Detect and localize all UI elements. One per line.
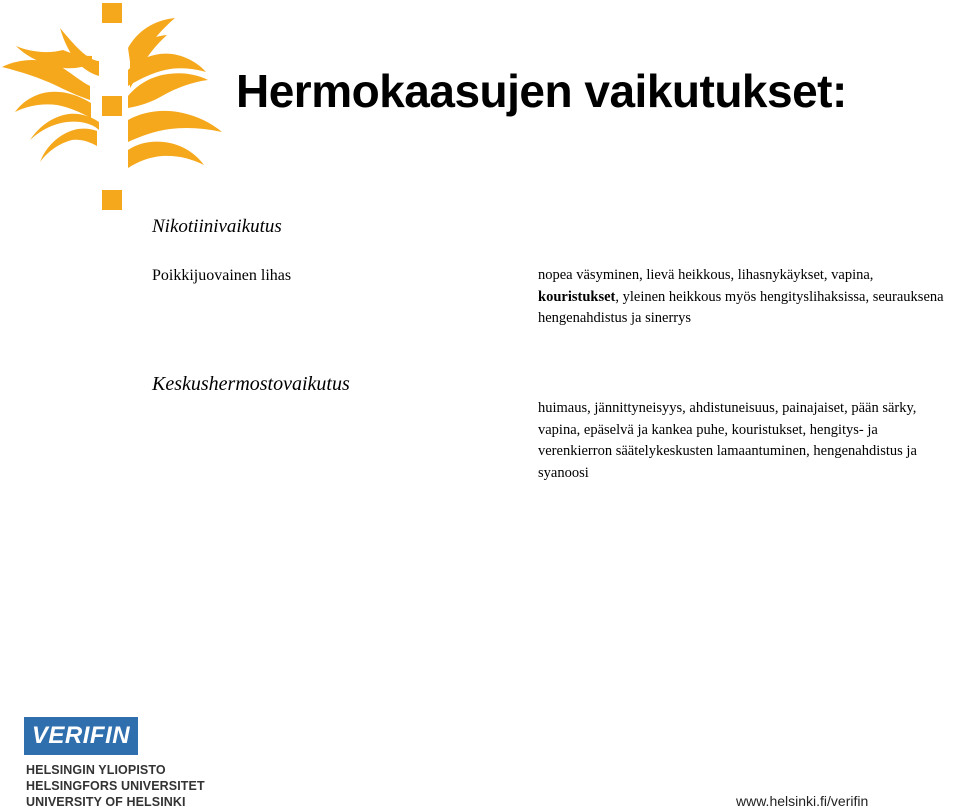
section-heading-nikotiinivaikutus: Nikotiinivaikutus	[152, 216, 282, 237]
footer-url-link[interactable]: www.helsinki.fi/verifin	[736, 793, 869, 809]
effect-text-keskushermosto: huimaus, jännittyneisyys, ahdistuneisuus, painajaiset, pään särky, vapina, epäselvä ja kankea puhe, kouristukset, hengitys- ja verenkierron säätelykeskusten lamaantuminen, hengenahdistus ja syanoosi	[538, 400, 917, 481]
page-title: Hermokaasujen vaikutukset:	[236, 65, 847, 117]
effect-text-part: , yleinen heikkous myös hengityslihaksissa, seurauksena hengenahdistus ja sinerrys	[538, 288, 944, 326]
effect-text-nikotiini	[538, 265, 950, 330]
row-label-poikkijuovainen-lihas: Poikkijuovainen lihas	[152, 267, 292, 284]
university-names	[26, 762, 205, 810]
effect-text-part: nopea väsyminen, lievä heikkous, lihasnykäykset, vapina,	[538, 267, 874, 283]
university-name-fi: HELSINGIN YLIOPISTO	[26, 763, 166, 777]
university-name-sv: HELSINGFORS UNIVERSITET	[26, 779, 205, 793]
effect-text-bold-part: kouristukset	[538, 288, 616, 305]
verifin-logo: VERIFIN	[24, 717, 138, 755]
university-flame-logo-icon	[0, 0, 230, 215]
section-heading-keskushermostovaikutus: Keskushermostovaikutus	[152, 373, 350, 395]
university-name-en: UNIVERSITY OF HELSINKI	[26, 795, 186, 809]
